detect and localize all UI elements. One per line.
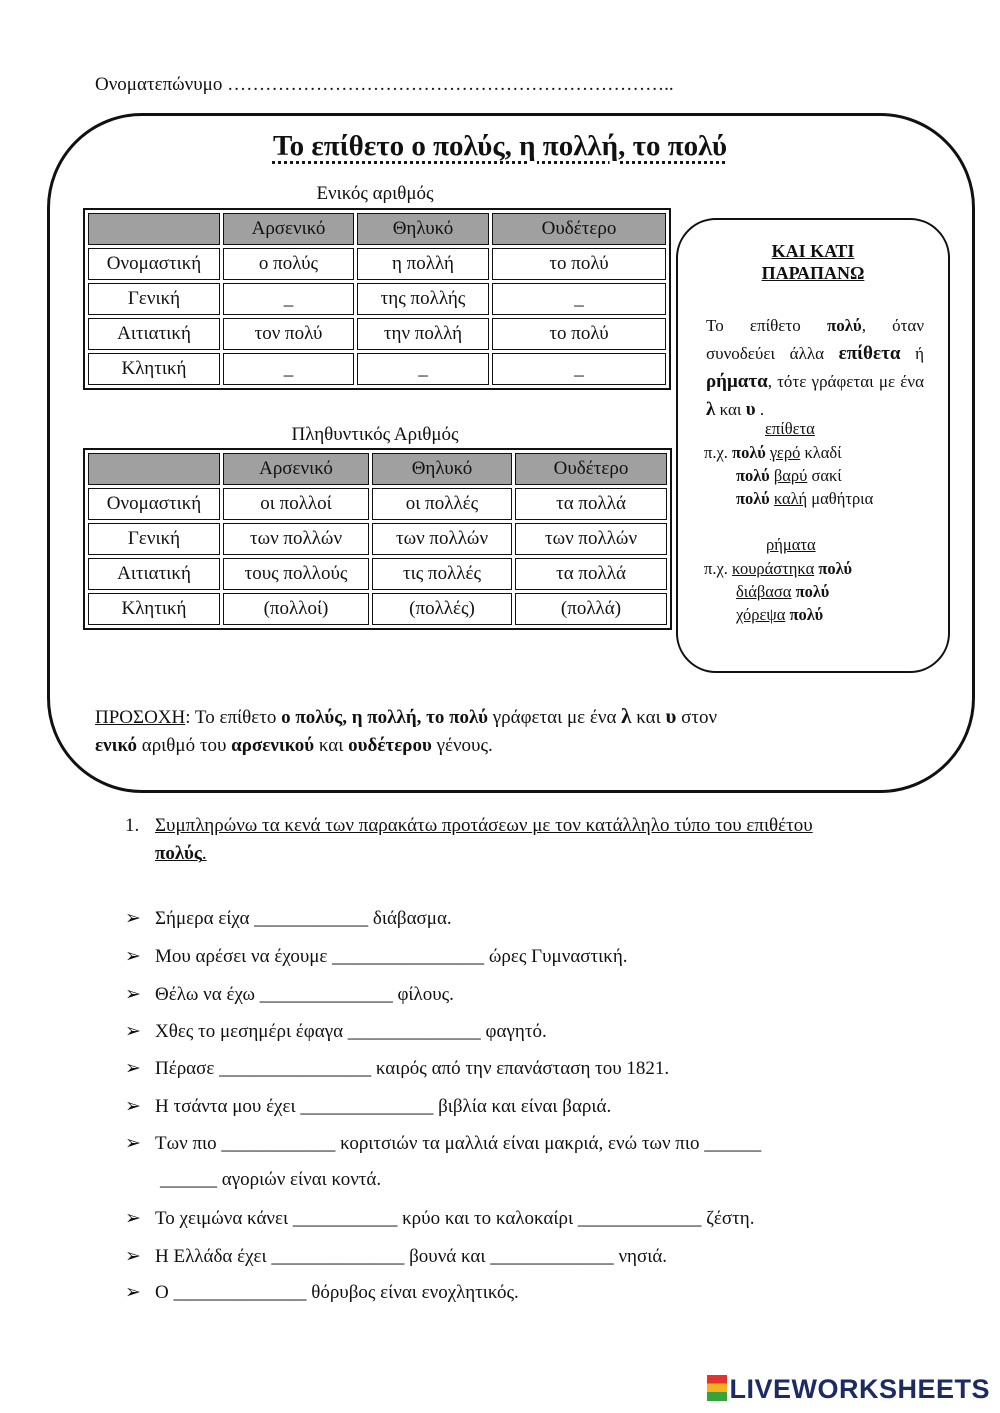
bold-span: πολύ [732, 443, 766, 462]
bold-span: λ [621, 704, 632, 728]
text-span: γένους. [436, 735, 493, 756]
bold-span: ενικό [95, 735, 137, 756]
table-cell: τις πολλές [372, 558, 512, 590]
arrow-bullet-icon: ➢ [125, 1058, 141, 1079]
extra-info-paragraph [706, 312, 924, 424]
text-span: , όταν συνοδεύει άλλα [706, 316, 925, 363]
corner-cell [88, 213, 220, 245]
bold-span: υ [745, 399, 756, 420]
list-item[interactable] [125, 1095, 611, 1118]
table-row [88, 283, 666, 315]
underlined-span: διάβασα [736, 582, 792, 601]
liveworksheets-icon [707, 1375, 727, 1401]
table-cell: (πολλές) [372, 593, 512, 625]
text-span: : Το επίθετο [185, 707, 277, 728]
task-keyword: πολύς [155, 843, 202, 864]
table-cell: οι πολλοί [223, 488, 369, 520]
bold-span: επίθετα [838, 343, 901, 364]
text-span: , τότε γράφεται με ένα [767, 372, 924, 391]
table-cell: _ [492, 353, 666, 385]
arrow-bullet-icon: ➢ [125, 908, 141, 929]
table-row [88, 558, 667, 590]
list-item[interactable] [125, 1020, 547, 1043]
adj-example-3 [736, 488, 873, 510]
table-cell: (πολλοί) [223, 593, 369, 625]
arrow-bullet-icon: ➢ [125, 1096, 141, 1117]
list-item-continuation[interactable] [160, 1169, 381, 1191]
text-span: . [759, 400, 765, 419]
arrow-bullet-icon: ➢ [125, 1208, 141, 1229]
text-span: και [636, 707, 661, 728]
col-header-neuter: Ουδέτερο [515, 453, 667, 485]
case-label: Αιτιατική [88, 558, 220, 590]
text-span: Το επίθετο [706, 316, 801, 335]
task-text-line2 [155, 843, 207, 864]
case-label: Γενική [88, 283, 220, 315]
text-span: γράφεται με ένα [492, 707, 617, 728]
bold-span: πολύ [795, 582, 830, 601]
verb-example-1 [704, 558, 852, 580]
underlined-span: βαρύ [773, 466, 808, 485]
task-text: Συμπληρώνω τα κενά των παρακάτω προτάσεων με τον κατάλληλο τύπο του επιθέτου [155, 815, 813, 836]
table-cell: της πολλής [357, 283, 489, 315]
underlined-span: γερό [769, 443, 801, 462]
table-cell: τα πολλά [515, 488, 667, 520]
col-header-neuter: Ουδέτερο [492, 213, 666, 245]
bold-span: υ [665, 704, 677, 728]
sentence-text: Πέρασε ________________ καιρός από την επανάσταση του 1821. [155, 1058, 670, 1079]
verb-example-2 [736, 581, 829, 603]
singular-table [83, 208, 671, 390]
arrow-bullet-icon: ➢ [125, 984, 141, 1005]
case-label: Κλητική [88, 593, 220, 625]
text-span: μαθήτρια [811, 489, 874, 508]
page-title: Το επίθετο ο πολύς, η πολλή, το πολύ [272, 130, 728, 162]
sentence-text: Σήμερα είχα ____________ διάβασμα. [155, 908, 452, 929]
sentence-text: ______ αγοριών είναι κοντά. [160, 1169, 382, 1190]
case-label: Ονομαστική [88, 248, 220, 280]
plural-caption: Πληθυντικός Αριθμός [291, 424, 459, 445]
table-row [88, 523, 667, 555]
table-cell: (πολλά) [515, 593, 667, 625]
notice-label: ΠΡΟΣΟΧΗ [95, 707, 186, 728]
text-span: ή [915, 344, 924, 363]
notice-paragraph [95, 702, 895, 760]
list-item[interactable] [125, 1245, 667, 1268]
table-cell: η πολλή [357, 248, 489, 280]
underlined-span: καλή [773, 489, 808, 508]
arrow-bullet-icon: ➢ [125, 1282, 141, 1303]
bold-span: πολύ [736, 489, 770, 508]
table-cell: τον πολύ [223, 318, 354, 350]
table-cell: των πολλών [223, 523, 369, 555]
plural-table [83, 448, 672, 630]
list-item[interactable] [125, 1057, 669, 1080]
adj-example-1 [704, 442, 842, 464]
table-cell: ο πολύς [223, 248, 354, 280]
table-cell: _ [223, 353, 354, 385]
table-cell: _ [223, 283, 354, 315]
example-prefix: π.χ. [704, 443, 728, 462]
case-label: Ονομαστική [88, 488, 220, 520]
col-header-masculine: Αρσενικό [223, 213, 354, 245]
arrow-bullet-icon: ➢ [125, 1021, 141, 1042]
corner-cell [88, 453, 220, 485]
bold-span: πολύ [789, 605, 824, 624]
task-end: . [201, 843, 207, 864]
name-line[interactable]: Ονοματεπώνυμο …………………………………………………………….. [95, 74, 674, 95]
text-span: και [318, 735, 344, 756]
table-cell: την πολλή [357, 318, 489, 350]
sentence-text: Η τσάντα μου έχει ______________ βιβλία και είναι βαριά. [155, 1096, 612, 1117]
table-cell: _ [492, 283, 666, 315]
sentence-text: Ο ______________ θόρυβος είναι ενοχλητικός. [155, 1282, 519, 1303]
extra-info-title [678, 240, 948, 284]
list-item[interactable] [125, 1281, 519, 1304]
text-span: στον [681, 707, 718, 728]
table-cell: τους πολλούς [223, 558, 369, 590]
bold-span: ο πολύς, η πολλή, το πολύ [281, 707, 488, 728]
case-label: Κλητική [88, 353, 220, 385]
verbs-heading: ρήματα [766, 535, 816, 554]
list-item[interactable] [125, 907, 452, 930]
table-row [88, 488, 667, 520]
case-label: Γενική [88, 523, 220, 555]
adjectives-heading: επίθετα [765, 419, 815, 438]
table-cell: τα πολλά [515, 558, 667, 590]
underlined-span: χόρεψα [736, 605, 786, 624]
sentence-text: Θέλω να έχω ______________ φίλους. [155, 984, 454, 1005]
bold-span: πολύ [736, 466, 770, 485]
text-span: αριθμό του [141, 735, 227, 756]
table-cell: το πολύ [492, 318, 666, 350]
sentence-text: Η Ελλάδα έχει ______________ βουνά και _____________ νησιά. [155, 1246, 668, 1267]
sentence-text: Των πιο ____________ κοριτσιών τα μαλλιά είναι μακριά, ενώ των πιο ______ [155, 1133, 762, 1154]
table-row [88, 248, 666, 280]
bold-span: λ [706, 399, 716, 420]
table-cell: το πολύ [492, 248, 666, 280]
table-row [88, 353, 666, 385]
extra-info-title-line2: ΠΑΡΑΠΑΝΩ [761, 263, 865, 283]
extra-info-box [676, 218, 950, 673]
table-cell: οι πολλές [372, 488, 512, 520]
table-row [88, 593, 667, 625]
singular-caption: Ενικός αριθμός [316, 183, 434, 204]
table-cell: των πολλών [515, 523, 667, 555]
case-label: Αιτιατική [88, 318, 220, 350]
col-header-masculine: Αρσενικό [223, 453, 369, 485]
logo-text: LIVEWORKSHEETS [729, 1374, 990, 1404]
list-item[interactable] [125, 983, 454, 1006]
arrow-bullet-icon: ➢ [125, 1246, 141, 1267]
liveworksheets-logo[interactable] [707, 1374, 990, 1405]
verb-example-3 [736, 604, 823, 626]
table-cell: των πολλών [372, 523, 512, 555]
extra-info-title-line1: ΚΑΙ ΚΑΤΙ [771, 241, 855, 261]
text-span: κλαδί [804, 443, 842, 462]
arrow-bullet-icon: ➢ [125, 946, 141, 967]
adj-example-2 [736, 465, 842, 487]
task-heading [125, 812, 905, 868]
list-item[interactable] [125, 1132, 761, 1155]
sentence-text: Χθες το μεσημέρι έφαγα ______________ φαγητό. [155, 1021, 547, 1042]
table-row [88, 318, 666, 350]
text-span: σακί [811, 466, 842, 485]
bold-span: αρσενικού [231, 735, 315, 756]
bold-span: πολύ [826, 316, 862, 335]
text-span: και [719, 400, 742, 419]
task-number: 1. [125, 815, 140, 836]
example-prefix: π.χ. [704, 559, 728, 578]
underlined-span: κουράστηκα [732, 559, 815, 578]
list-item[interactable] [125, 1207, 754, 1230]
sentence-text: Το χειμώνα κάνει ___________ κρύο και το καλοκαίρι _____________ ζέστη. [155, 1208, 755, 1229]
list-item[interactable] [125, 945, 628, 968]
bold-span: πολύ [818, 559, 853, 578]
col-header-feminine: Θηλυκό [372, 453, 512, 485]
bold-span: ρήματα [706, 371, 768, 392]
bold-span: ουδέτερου [348, 735, 432, 756]
table-cell: _ [357, 353, 489, 385]
arrow-bullet-icon: ➢ [125, 1133, 141, 1154]
sentence-text: Μου αρέσει να έχουμε ________________ ώρες Γυμναστική. [155, 946, 628, 967]
col-header-feminine: Θηλυκό [357, 213, 489, 245]
